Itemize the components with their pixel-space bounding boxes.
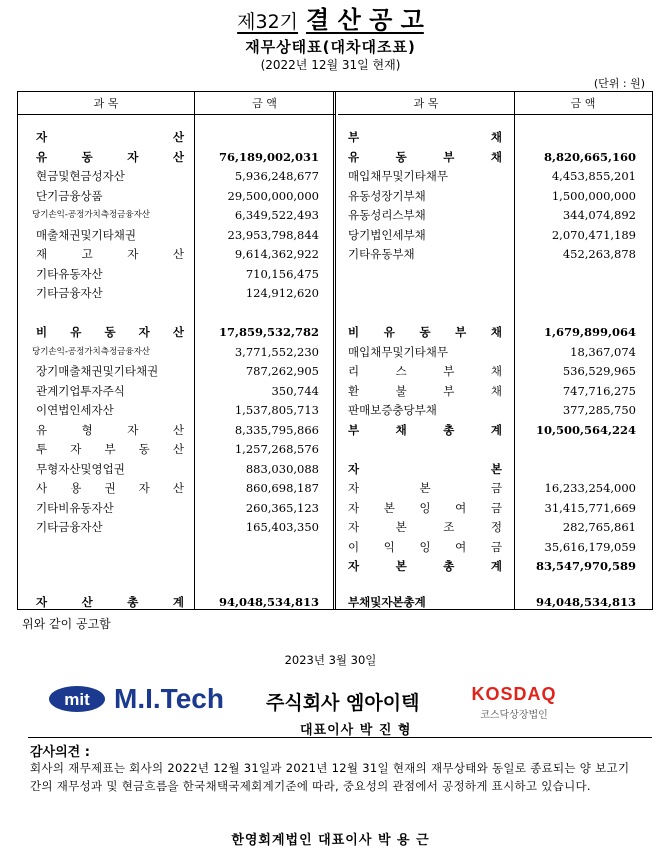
table-row [336, 323, 652, 342]
header-subject-right: 과 목 [338, 92, 514, 115]
mitech-mark-icon [48, 683, 106, 715]
table-row [336, 499, 652, 518]
table-row [18, 499, 333, 518]
table-row [336, 440, 652, 459]
account-amount: 1,679,899,064 [543, 325, 636, 339]
account-label: 이 익 잉 여 금 [348, 539, 502, 554]
table-row [336, 284, 652, 303]
account-amount: 16,233,254,000 [544, 481, 636, 495]
account-label: 부 채 총 계 [348, 422, 502, 437]
account-label: 기타비유동자산 [36, 500, 114, 515]
auditor-signature: 한영회계법인 대표이사 박 용 근 [231, 833, 430, 848]
account-label: 자 본 조 정 [348, 520, 502, 534]
account-amount: 1,537,805,713 [234, 403, 319, 417]
table-row [18, 187, 333, 206]
table-row [18, 518, 333, 537]
table-row [18, 304, 333, 323]
account-label: 기타금융자산 [36, 286, 103, 300]
account-label: 자 본 금 [348, 481, 502, 495]
total-assets-label: 자 산 총 계 [36, 595, 184, 609]
total-liabilities-equity-label: 부채및자본총계 [348, 595, 426, 609]
account-amount: 860,698,187 [245, 481, 319, 495]
table-row [18, 440, 333, 459]
table-row [336, 421, 652, 440]
account-label: 유 형 자 산 [36, 422, 184, 437]
account-label: 현금및현금성자산 [36, 169, 125, 183]
table-row [18, 265, 333, 284]
account-amount: 29,500,000,000 [227, 188, 319, 203]
account-amount: 2,070,471,189 [551, 227, 636, 242]
account-amount: 344,074,892 [562, 208, 636, 222]
publication-date: 2023년 3월 30일 [284, 653, 377, 667]
account-label: 자 본 잉 여 금 [348, 500, 502, 515]
table-row [336, 518, 652, 537]
table-row [336, 557, 652, 576]
ceo-name: 대표이사 박 진 형 [300, 723, 412, 738]
table-row [336, 304, 652, 323]
account-label: 투 자 부 동 산 [36, 442, 184, 456]
table-row [18, 362, 333, 381]
mitech-logo [48, 683, 224, 715]
table-row [336, 460, 652, 479]
closing-statement: 위와 같이 공고함 [22, 617, 111, 631]
account-label: 유동성장기부채 [348, 188, 426, 203]
svg-text:mit: mit [64, 690, 90, 709]
table-row [18, 148, 333, 167]
account-amount: 747,716,275 [562, 383, 636, 398]
company-name: 주식회사 엠아이텍 [266, 692, 420, 714]
account-label: 리 스 부 채 [348, 364, 502, 378]
table-row [18, 479, 333, 498]
table-row [18, 284, 333, 303]
account-amount: 1,500,000,000 [551, 188, 636, 203]
header-subject-left: 과 목 [18, 92, 194, 115]
statement-title: 재무상태표(대차대조표) [245, 38, 416, 56]
account-label: 유동성리스부채 [348, 208, 426, 222]
table-row [18, 167, 333, 186]
account-label: 단기금융상품 [36, 188, 103, 203]
account-label: 매출채권및기타채권 [36, 227, 136, 242]
total-assets-amount: 94,048,534,813 [218, 595, 319, 609]
account-amount: 18,367,074 [570, 344, 636, 359]
account-label: 기타유동자산 [36, 266, 103, 281]
table-row [18, 382, 333, 401]
notice-title [0, 0, 661, 35]
account-amount: 1,257,268,576 [234, 442, 319, 456]
kosdaq-caption: 코스닥상장법인 [480, 710, 548, 721]
mitech-logo-text: M.I.Tech [114, 683, 224, 714]
account-amount: 536,529,965 [562, 364, 636, 378]
account-amount: 710,156,475 [245, 266, 319, 281]
account-amount: 3,771,552,230 [234, 344, 319, 359]
account-label: 기타금융자산 [36, 520, 103, 534]
account-amount: 23,953,798,844 [227, 227, 319, 242]
account-amount: 8,335,795,866 [234, 422, 319, 437]
audit-opinion-text: 회사의 재무제표는 회사의 2022년 12월 31일과 2021년 12월 31일 현재의 재무상태와 동일로 종료되는 양 보고기간의 재무성과 및 현금흐름을 한국채택국제회계기준에 따라, 중요성의 관점에서 공정하게 표시하고 있습니다. [30, 761, 630, 793]
table-row-total-liabilities-equity [336, 593, 652, 612]
account-label: 자 산 [36, 130, 184, 144]
account-amount: 31,415,771,669 [544, 500, 636, 515]
balance-sheet-table [17, 91, 653, 610]
account-amount: 35,616,179,059 [544, 539, 636, 554]
as-of-date: (2022년 12월 31일 현재) [260, 58, 401, 72]
account-amount: 4,453,855,201 [551, 169, 636, 183]
account-amount: 787,262,905 [245, 364, 319, 378]
fiscal-session: 제32기 [237, 11, 299, 33]
account-label: 매입채무및기타채무 [348, 344, 448, 359]
header-amount-left: 금 액 [194, 92, 335, 115]
account-label: 장기매출채권및기타채권 [36, 364, 159, 378]
account-label: 기타유동부채 [348, 247, 415, 261]
table-row [18, 460, 333, 479]
table-row [336, 401, 652, 420]
account-label: 유 동 부 채 [348, 149, 502, 164]
account-label: 환 불 부 채 [348, 383, 502, 398]
account-amount: 8,820,665,160 [543, 149, 636, 164]
account-amount: 350,744 [271, 383, 319, 398]
account-label: 무형자산및영업권 [36, 461, 125, 476]
table-row [336, 382, 652, 401]
account-label: 부 채 [348, 130, 502, 144]
table-row [336, 265, 652, 284]
table-row [18, 128, 333, 147]
table-row [336, 538, 652, 557]
table-row [18, 421, 333, 440]
account-amount: 17,859,532,782 [218, 325, 319, 339]
table-row [18, 245, 333, 264]
account-label: 자 본 총 계 [348, 559, 502, 573]
account-label: 비 유 동 자 산 [36, 325, 184, 339]
account-amount: 5,936,248,677 [234, 169, 319, 183]
table-row [336, 128, 652, 147]
table-row [18, 226, 333, 245]
account-amount: 83,547,970,589 [535, 559, 636, 573]
account-label: 당기법인세부채 [348, 227, 426, 242]
audit-opinion-title: 감사의견 : [30, 745, 90, 760]
account-amount: 452,263,878 [562, 247, 636, 261]
account-amount: 883,030,088 [245, 461, 319, 476]
table-row [336, 245, 652, 264]
table-row [18, 323, 333, 342]
kosdaq-logo [468, 684, 560, 721]
account-label: 이연법인세자산 [36, 403, 114, 417]
table-row [336, 226, 652, 245]
table-row [336, 479, 652, 498]
account-label: 당기손익-공정가치측정금융자산 [32, 346, 151, 357]
table-row [18, 401, 333, 420]
table-row [336, 343, 652, 362]
table-row [18, 343, 333, 362]
account-label: 판매보증충당부채 [348, 403, 437, 417]
account-label: 재 고 자 산 [36, 247, 184, 261]
account-amount: 76,189,002,031 [218, 149, 319, 164]
table-row-total-assets [18, 593, 333, 612]
total-liabilities-equity-amount: 94,048,534,813 [535, 595, 636, 609]
account-label: 매입채무및기타채무 [348, 169, 448, 183]
title-text: 결 산 공 고 [306, 6, 424, 34]
account-amount: 282,765,861 [562, 520, 636, 534]
account-label: 비 유 동 부 채 [348, 325, 502, 339]
account-amount: 165,403,350 [245, 520, 319, 534]
account-amount: 6,349,522,493 [234, 208, 319, 222]
account-label: 관계기업투자주식 [36, 383, 125, 398]
account-amount: 377,285,750 [562, 403, 636, 417]
header-amount-right: 금 액 [514, 92, 652, 115]
table-row [18, 206, 333, 225]
account-label: 사 용 권 자 산 [36, 481, 184, 495]
table-row [336, 206, 652, 225]
account-label: 당기손익-공정가치측정금융자산 [32, 210, 151, 220]
account-label: 자 본 [348, 461, 502, 476]
account-amount: 260,365,123 [245, 500, 319, 515]
account-label: 유 동 자 산 [36, 149, 184, 164]
table-row [336, 362, 652, 381]
table-row [336, 148, 652, 167]
table-row [336, 187, 652, 206]
table-row [336, 167, 652, 186]
account-amount: 10,500,564,224 [535, 422, 636, 437]
kosdaq-logo-text: KOSDAQ [471, 684, 557, 704]
unit-label: (단위 : 원) [593, 77, 645, 90]
account-amount: 124,912,620 [245, 286, 319, 300]
account-amount: 9,614,362,922 [234, 247, 319, 261]
